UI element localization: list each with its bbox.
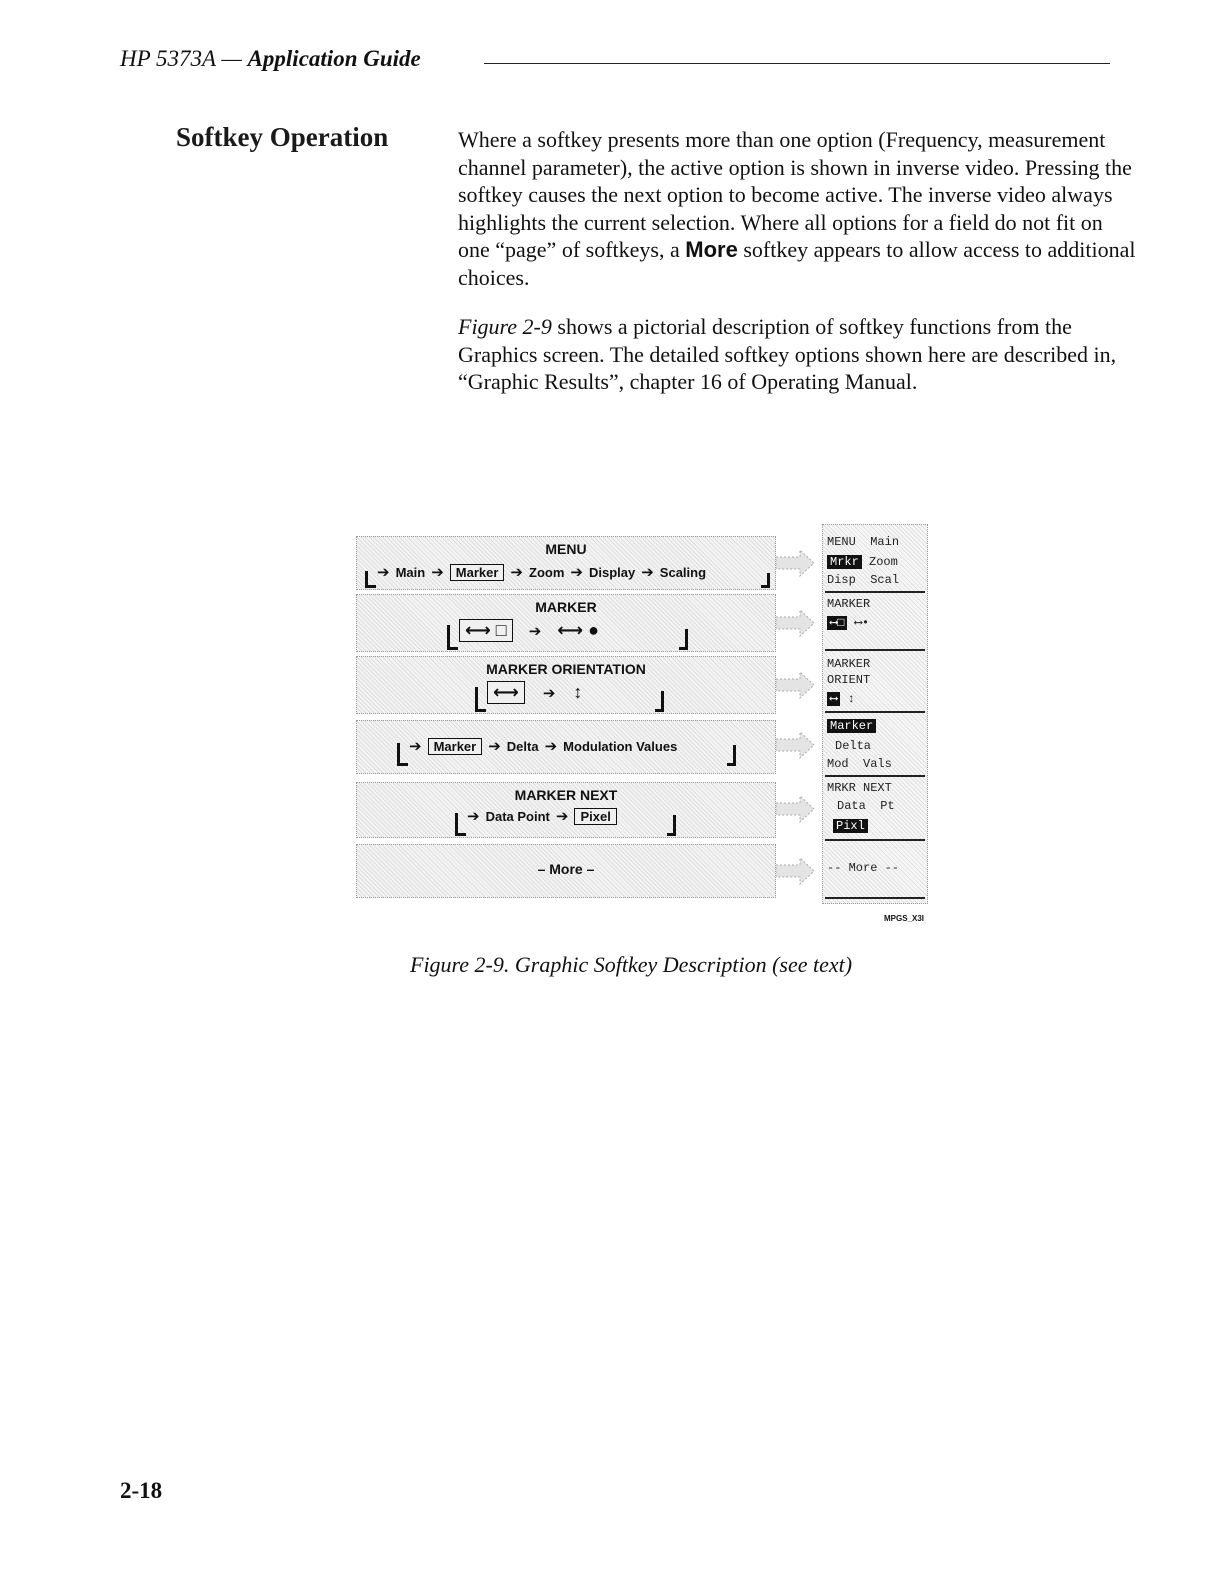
values-flow xyxy=(409,737,677,755)
marker-row xyxy=(356,594,776,652)
next-row xyxy=(356,782,776,838)
menu-option-marker: Marker xyxy=(450,564,505,581)
more-row-label: – More – xyxy=(537,861,595,877)
figure-reference: Figure 2-9 xyxy=(458,314,552,339)
softkey-menu xyxy=(827,535,925,549)
right-arrow-icon xyxy=(776,730,816,760)
softkey-marker-orient-label: MARKER xyxy=(827,657,871,671)
softkey-disp-label: Disp xyxy=(827,573,856,587)
vertical-arrow-icon: ↕ xyxy=(847,692,855,706)
softkey-scal-label: Scal xyxy=(870,573,900,587)
softkey-mrkr-inverse: Mrkr xyxy=(827,555,862,569)
values-option-modulation: Modulation Values xyxy=(563,738,678,754)
loop-bracket-left xyxy=(365,571,376,588)
next-option-pixel: Pixel xyxy=(574,808,616,825)
orientation-row-title: MARKER ORIENTATION xyxy=(486,661,646,677)
para1-text-a: Where a softkey presents more than one option (Frequency, measurement channel parameter), the active option is shown in inverse video. Pressing the softkey causes the next option to become active. The inverse video always highlights the current selection. Where all options for a field do not fit on one “page” of softkeys, a xyxy=(458,127,1132,262)
more-keyword: More xyxy=(685,237,738,262)
arrow-icon: ➔ xyxy=(377,564,390,581)
menu-option-display: Display xyxy=(588,564,636,580)
loop-bracket-left xyxy=(447,625,458,650)
menu-row xyxy=(356,536,776,590)
softkey-pt-label: Pt xyxy=(880,799,895,813)
header-title xyxy=(120,46,421,72)
menu-flow xyxy=(377,563,706,581)
softkey-delta-label: Delta xyxy=(835,739,872,753)
page-number: 2-18 xyxy=(120,1478,163,1503)
softkey-pixl-inverse: Pixl xyxy=(833,819,868,833)
softkey-more-label: -- More -- xyxy=(827,861,900,875)
figure-caption: Figure 2-9. Graphic Softkey Description (see text) xyxy=(410,952,853,977)
right-arrow-icon xyxy=(776,794,816,824)
softkey-divider xyxy=(825,591,925,593)
orientation-vertical-icon: ↕ xyxy=(573,682,583,702)
marker-option-horizontal-box: ⟷ □ xyxy=(459,619,513,642)
menu-option-scaling: Scaling xyxy=(659,564,707,580)
values-option-delta: Delta xyxy=(506,738,539,754)
softkey-marker-label: MARKER xyxy=(827,597,871,611)
softkey-disp-scal xyxy=(827,573,925,587)
softkey-marker-icons xyxy=(827,615,925,630)
arrow-icon: ➔ xyxy=(570,564,583,581)
header-rule xyxy=(484,63,1110,64)
right-arrow-icon xyxy=(776,608,816,638)
orientation-flow xyxy=(487,681,582,704)
values-option-marker: Marker xyxy=(428,738,483,755)
arrow-icon: ➔ xyxy=(544,738,558,755)
more-row xyxy=(356,844,776,898)
softkey-divider xyxy=(825,839,925,841)
softkey-pixl xyxy=(833,819,925,833)
loop-bracket-right xyxy=(667,815,676,836)
marker-flow xyxy=(459,619,599,642)
softkey-divider xyxy=(825,897,925,899)
softkey-vals-label: Vals xyxy=(863,757,892,771)
arrow-icon: ➔ xyxy=(467,808,480,825)
para1-text-b: softkey appears to allow access to additional choices. xyxy=(458,237,1136,290)
softkey-marker-inverse xyxy=(827,719,925,733)
page-header xyxy=(120,46,1110,80)
loop-bracket-left xyxy=(397,743,408,766)
horizontal-dot-icon: ⟷• xyxy=(854,616,870,630)
header-guide: Application Guide xyxy=(247,46,421,71)
values-row xyxy=(356,720,776,774)
softkey-divider xyxy=(825,649,925,651)
arrow-icon: ➔ xyxy=(431,564,444,581)
paragraph-2 xyxy=(458,313,1138,396)
figure-id: MPGS_X3I xyxy=(884,914,925,923)
softkey-mrkr-next-label: MRKR NEXT xyxy=(827,781,892,795)
softkey-data-label: Data xyxy=(837,799,866,813)
horizontal-arrow-icon: ⟷ xyxy=(827,692,840,706)
next-option-data-point: Data Point xyxy=(485,808,550,824)
softkey-main-label: Main xyxy=(870,535,900,549)
orientation-row xyxy=(356,656,776,714)
softkey-divider xyxy=(825,711,925,713)
loop-bracket-right xyxy=(679,629,688,650)
softkey-zoom-label: Zoom xyxy=(869,555,898,569)
menu-option-main: Main xyxy=(395,564,426,580)
para2-text: shows a pictorial description of softkey functions from the Graphics screen. The detailed softkey options shown here are described in, “Graphic Results”, chapter 16 of Operating Manual. xyxy=(458,314,1117,394)
loop-bracket-right xyxy=(655,691,664,712)
softkey-divider xyxy=(825,775,925,777)
section-title: Softkey Operation xyxy=(176,122,389,152)
loop-bracket-left xyxy=(475,687,486,712)
softkey-marker-inverse-label: Marker xyxy=(827,719,876,733)
horizontal-box-icon: ⟷□ xyxy=(827,616,847,630)
softkey-column xyxy=(822,524,928,904)
right-arrow-icon xyxy=(776,856,816,886)
arrow-icon: ➔ xyxy=(641,564,654,581)
loop-bracket-left xyxy=(455,813,466,836)
arrow-icon: ➔ xyxy=(555,808,569,825)
arrow-icon: ➔ xyxy=(542,684,556,702)
menu-row-title: MENU xyxy=(545,541,587,557)
loop-bracket-right xyxy=(761,573,770,588)
arrow-icon: ➔ xyxy=(488,738,501,755)
softkey-orient-label: ORIENT xyxy=(827,673,871,687)
softkey-mod-vals xyxy=(827,757,925,771)
arrow-icon: ➔ xyxy=(510,564,523,581)
marker-option-horizontal-dot: ⟷ ● xyxy=(557,620,599,640)
header-model: HP 5373A — xyxy=(120,46,242,71)
next-flow xyxy=(467,807,617,825)
softkey-orient-icons xyxy=(827,691,925,706)
arrow-icon: ➔ xyxy=(409,738,422,755)
loop-bracket-right xyxy=(727,745,736,766)
menu-option-zoom: Zoom xyxy=(529,564,565,580)
arrow-icon: ➔ xyxy=(528,622,542,640)
right-arrow-icon xyxy=(776,548,816,578)
right-arrow-icon xyxy=(776,670,816,700)
softkey-figure xyxy=(356,522,946,932)
next-row-title: MARKER NEXT xyxy=(514,787,618,803)
orientation-horizontal-icon: ⟷ xyxy=(487,681,525,704)
body-text xyxy=(458,126,1138,418)
softkey-data-pt xyxy=(837,799,925,813)
softkey-menu-label: MENU xyxy=(827,535,856,549)
softkey-mod-label: Mod xyxy=(827,757,849,771)
marker-row-title: MARKER xyxy=(535,599,597,615)
softkey-mrkr-zoom xyxy=(827,555,925,569)
paragraph-1 xyxy=(458,126,1138,291)
